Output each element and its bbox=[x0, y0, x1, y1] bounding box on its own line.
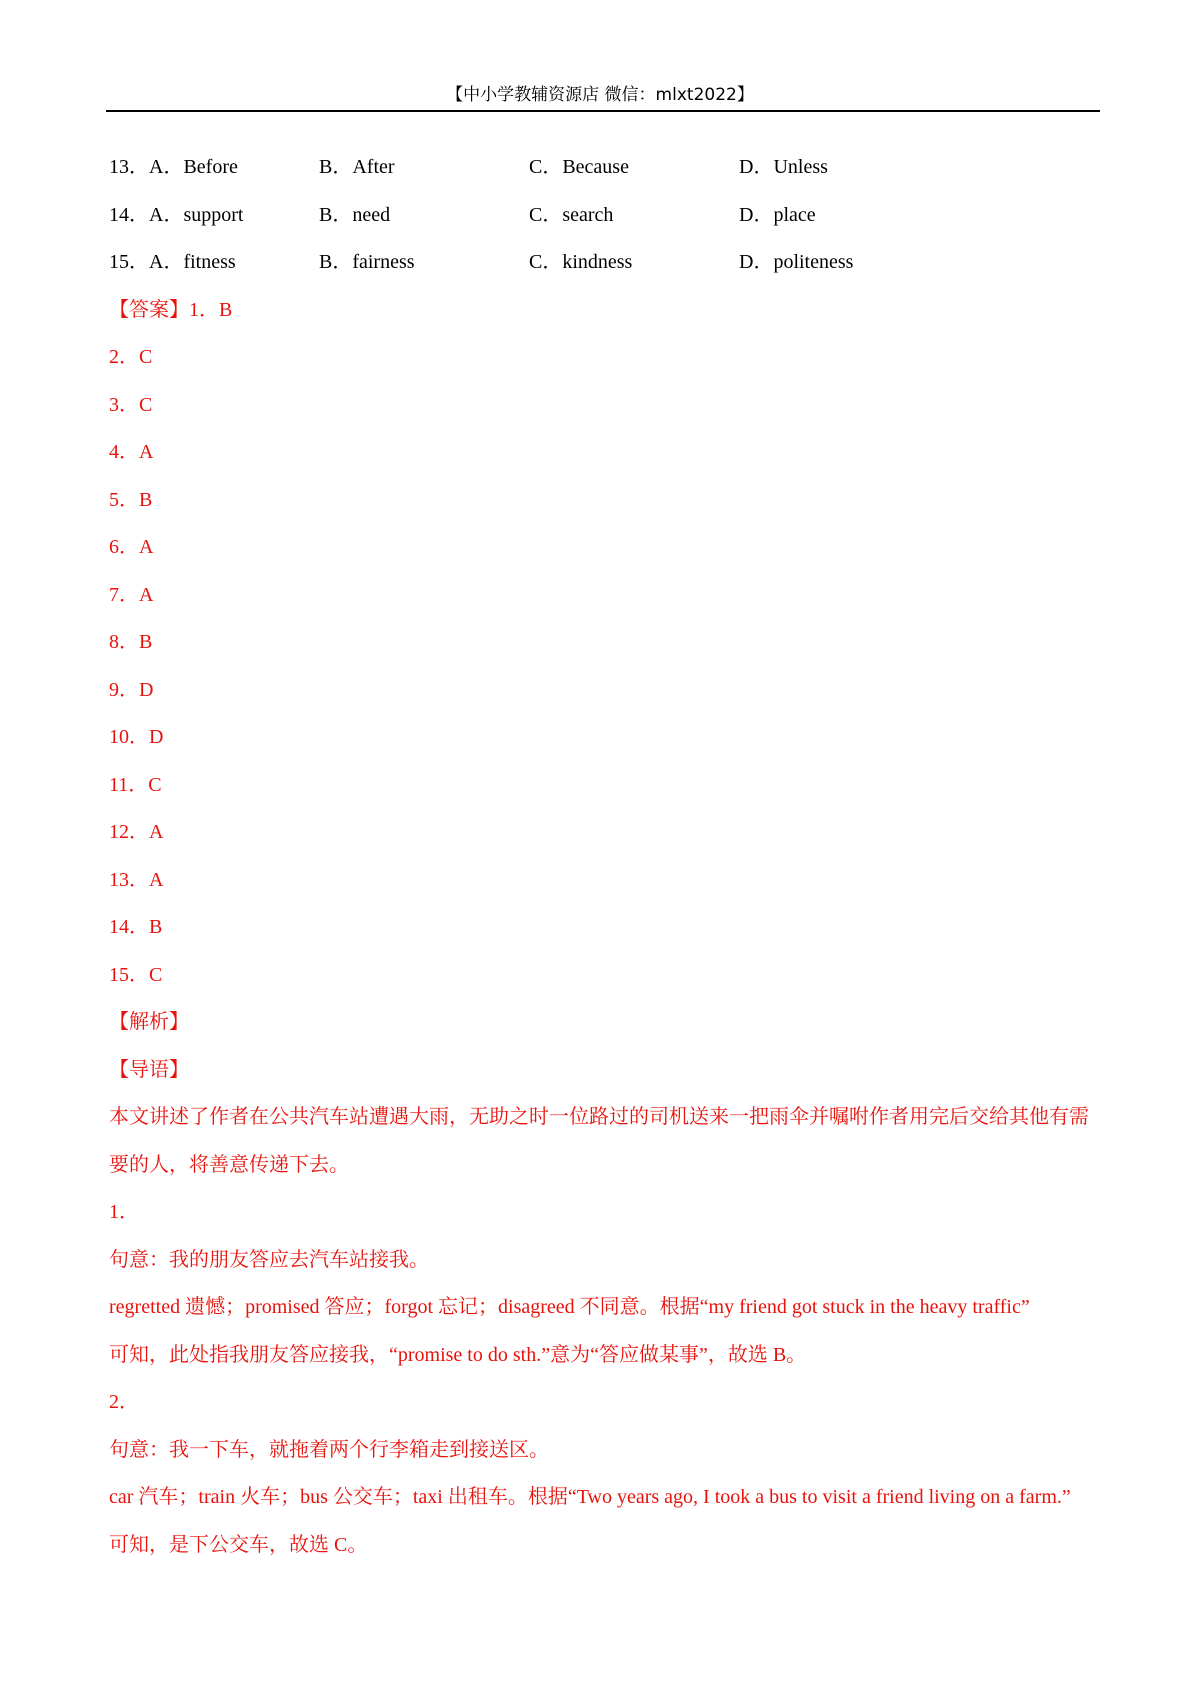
explanation-number: 2． bbox=[109, 1391, 139, 1413]
option-a: 14．A．support bbox=[109, 203, 244, 226]
header-divider bbox=[106, 110, 1100, 112]
answer-line: 12．A bbox=[109, 821, 164, 843]
explanation-meaning: 句意：我一下车，就拖着两个行李箱走到接送区。 bbox=[109, 1438, 549, 1461]
answer-line: 2．C bbox=[109, 346, 153, 368]
option-b: B．fairness bbox=[319, 251, 415, 273]
option-d: D．place bbox=[739, 203, 816, 226]
option-c: C．search bbox=[529, 203, 614, 226]
option-d: D．politeness bbox=[739, 251, 854, 273]
document-body bbox=[109, 144, 1099, 1569]
option-row bbox=[109, 192, 1099, 240]
answer-line: 6．A bbox=[109, 536, 154, 558]
explanation-detail: regretted 遗憾；promised 答应；forgot 忘记；disagreed 不同意。根据“my friend got stuck in the heavy traffic” bbox=[109, 1296, 1030, 1318]
option-c: C．Because bbox=[529, 156, 629, 178]
analysis-heading: 【解析】 bbox=[109, 1011, 189, 1033]
answer-line: 11．C bbox=[109, 773, 162, 796]
option-b: B．After bbox=[319, 156, 395, 178]
answer-line: 8．B bbox=[109, 631, 153, 653]
answer-line: 【答案】1．B bbox=[109, 298, 233, 321]
page-header: 【中小学教辅资源店 微信：mlxt2022】 bbox=[446, 85, 754, 105]
answer-line: 14．B bbox=[109, 916, 163, 938]
option-d: D．Unless bbox=[739, 156, 828, 178]
explanation-detail: car 汽车；train 火车；bus 公交车；taxi 出租车。根据“Two years ago, I took a bus to visit a friend living on a farm.” bbox=[109, 1486, 1071, 1508]
option-row bbox=[109, 239, 1099, 287]
explanation-detail: 可知，是下公交车，故选 C。 bbox=[109, 1533, 368, 1556]
option-a: 13．A．Before bbox=[109, 156, 238, 178]
explanation-number: 1． bbox=[109, 1201, 139, 1223]
answer-line: 4．A bbox=[109, 441, 154, 463]
option-c: C．kindness bbox=[529, 251, 633, 273]
answer-line: 15．C bbox=[109, 963, 163, 986]
answer-line: 9．D bbox=[109, 678, 154, 701]
answer-line: 3．C bbox=[109, 393, 153, 416]
answer-line: 7．A bbox=[109, 583, 154, 606]
answer-line: 5．B bbox=[109, 488, 153, 511]
option-a: 15．A．fitness bbox=[109, 251, 236, 273]
explanation-detail: 可知，此处指我朋友答应接我，“promise to do sth.”意为“答应做某事”，故选 B。 bbox=[109, 1343, 807, 1366]
answer-line: 13．A bbox=[109, 868, 164, 891]
answer-line: 10．D bbox=[109, 726, 164, 748]
explanation-meaning: 句意：我的朋友答应去汽车站接我。 bbox=[109, 1248, 429, 1271]
intro-text: 本文讲述了作者在公共汽车站遭遇大雨，无助之时一位路过的司机送来一把雨伞并嘱咐作者用完后交给其他有需要的人，将善意传递下去。 bbox=[109, 1106, 1089, 1176]
option-b: B．need bbox=[319, 203, 391, 226]
intro-heading: 【导语】 bbox=[109, 1058, 189, 1081]
option-row bbox=[109, 144, 1099, 192]
